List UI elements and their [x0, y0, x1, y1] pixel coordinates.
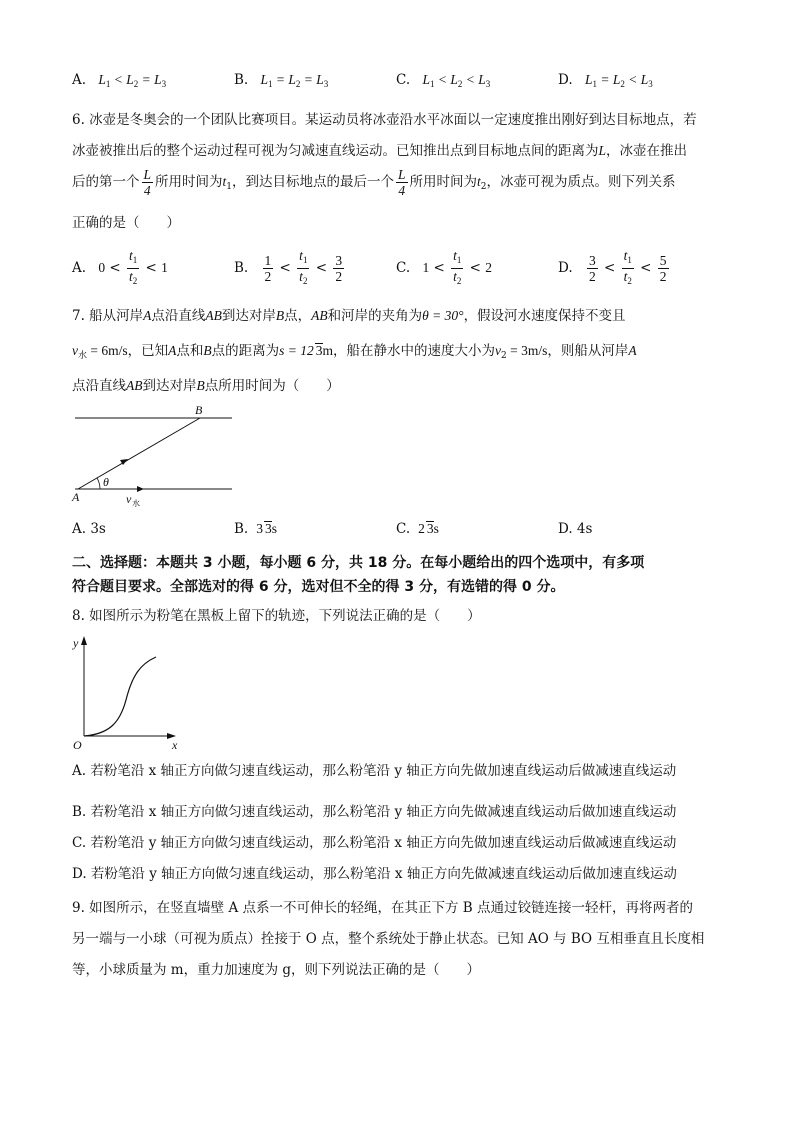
- q6-line-4: 正确的是（ ）: [72, 215, 180, 231]
- q9-line-2: 另一端与一小球（可视为质点）拴接于 O 点，整个系统处于静止状态。已知 AO 与 BO 互相垂直且长度相: [72, 931, 705, 947]
- section-2-heading-line-1: 二、选择题：本题共 3 小题，每小题 6 分，共 18 分。在每小题给出的四个选项中，有多项: [72, 555, 645, 571]
- q7-option-a[interactable]: A. 3s: [72, 521, 106, 537]
- label-x: x: [172, 738, 178, 752]
- q6-line-1: 6. 冰壶是冬奥会的一个团队比赛项目。某运动员将冰壶沿水平冰面以一定速度推出刚好到达目标地点，若: [72, 112, 697, 128]
- label-B: B: [195, 403, 203, 417]
- q8-trajectory-figure: [70, 632, 190, 754]
- q8-option-a[interactable]: A. 若粉笔沿 x 轴正方向做匀速直线运动，那么粉笔沿 y 轴正方向先做加速直线运动后做减速直线运动: [72, 763, 677, 779]
- fraction-L-over-4: $\frac{L}{4}$: [398, 167, 406, 198]
- q9-line-3: 等，小球质量为 m，重力加速度为 g，则下列说法正确的是（ ）: [72, 962, 481, 978]
- q6-option-b[interactable]: B. $\frac{1}{2}$ < $\frac{t_1}{t_2}$ < $\frac{3}{2}$: [234, 248, 343, 286]
- q8-stem: 8. 如图所示为粉笔在黑板上留下的轨迹，下列说法正确的是（ ）: [72, 608, 481, 624]
- label-y: y: [73, 636, 79, 650]
- q9-line-1: 9. 如图所示，在竖直墙壁 A 点系一不可伸长的轻绳，在其正下方 B 点通过铰链连接一轻杆，再将两者的: [72, 900, 694, 916]
- q8-option-b[interactable]: B. 若粉笔沿 x 轴正方向做匀速直线运动，那么粉笔沿 y 轴正方向先做减速直线运动后做加速直线运动: [72, 804, 677, 820]
- q7-option-b[interactable]: B. 3 3s: [234, 521, 277, 537]
- q6-option-a[interactable]: A. 0 < $\frac{t_1}{t_2}$ < 1: [72, 248, 168, 286]
- q5-option-d[interactable]: D. $L_1 = L_2 < L_3$: [558, 72, 653, 89]
- q5-option-c[interactable]: C. $L_1 < L_2 < L_3$: [396, 72, 491, 89]
- q6-option-d[interactable]: D. $\frac{3}{2}$ < $\frac{t_1}{t_2}$ < $\frac{5}{2}$: [558, 248, 667, 286]
- q7-option-c[interactable]: C. 2 3s: [396, 521, 439, 537]
- angle-arc: [97, 478, 100, 489]
- label-v: v: [126, 492, 132, 506]
- velocity-arrow-icon: [137, 486, 144, 492]
- chalk-trajectory: [84, 657, 156, 736]
- label-A: A: [72, 490, 80, 504]
- q8-option-c[interactable]: C. 若粉笔沿 y 轴正方向做匀速直线运动，那么粉笔沿 x 轴正方向先做加速直线运动后做减速直线运动: [72, 835, 677, 851]
- q5-option-a[interactable]: A. $L_1 < L_2 = L_3$: [72, 72, 167, 89]
- q7-options: [72, 521, 732, 551]
- y-axis-arrow-icon: [81, 636, 87, 645]
- q7-line-3: 点沿直线AB到达对岸B点所用时间为（ ）: [72, 378, 340, 394]
- q7-line-2: $v_水 = 6m/s$，已知A点和B点的距离为s = 12 3m，船在静水中的速度大小为$v_2 = 3m/s$，则船从河岸A: [72, 343, 637, 361]
- q6-line-3: 后的第一个 $\frac{L}{4}$ 所用时间为$t_1$，到达目标地点的最后一个 $\frac{L}{4}$ 所用时间为$t_2$，冰壶可视为质点。则下列关系: [72, 167, 676, 198]
- q7-river-figure: [70, 400, 240, 510]
- fraction-L-over-4: $\frac{L}{4}$: [143, 167, 152, 198]
- q6-options: [72, 248, 732, 288]
- q5-option-b[interactable]: B. $L_1 = L_2 = L_3$: [234, 72, 329, 89]
- q5-options: [72, 72, 732, 102]
- label-v-sub: 水: [132, 499, 140, 508]
- label-theta: θ: [103, 475, 109, 489]
- q8-option-d[interactable]: D. 若粉笔沿 y 轴正方向做匀速直线运动，那么粉笔沿 x 轴正方向先做减速直线运动后做加速直线运动: [72, 866, 677, 882]
- q7-line-1: 7. 船从河岸A点沿直线AB到达对岸B点，AB和河岸的夹角为θ = 30°，假设河水速度保持不变且: [72, 308, 626, 324]
- label-o: O: [73, 738, 82, 752]
- section-2-heading-line-2: 符合题目要求。全部选对的得 6 分，选对但不全的得 3 分，有选错的得 0 分。: [72, 579, 565, 595]
- q6-option-c[interactable]: C. 1 < $\frac{t_1}{t_2}$ < 2: [396, 248, 493, 286]
- path-AB: [78, 418, 200, 489]
- q6-line-2: 冰壶被推出后的整个运动过程可视为匀减速直线运动。已知推出点到目标地点间的距离为L，冰壶在推出: [72, 143, 688, 159]
- q7-option-d[interactable]: D. 4s: [558, 521, 593, 537]
